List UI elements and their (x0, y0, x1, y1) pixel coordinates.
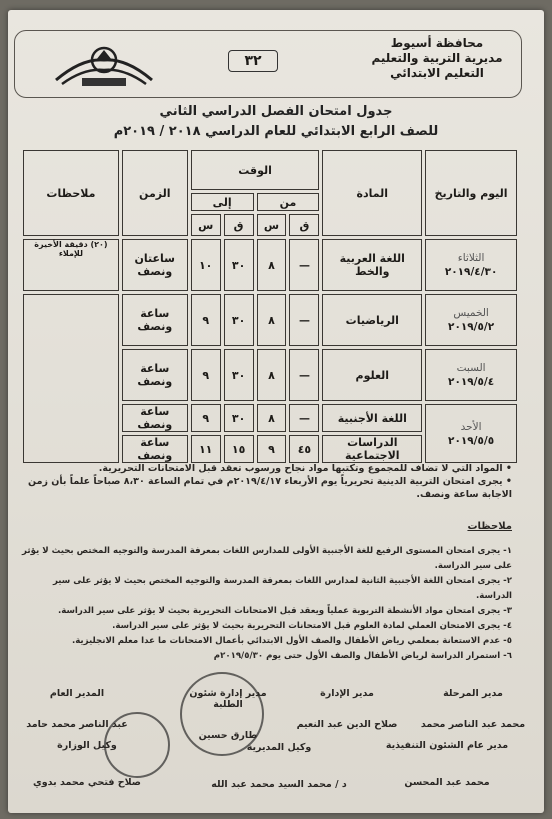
cell-from-hour: ٨ (257, 404, 287, 432)
cell-to-hour: ٩ (191, 349, 221, 401)
cell-subject: الدراسات الاجتماعية (322, 435, 422, 463)
header-from: من (257, 193, 320, 211)
remark-item: ٢- يجرى امتحان اللغة الأجنبية الثانية لمدارس اللغات بمعرفة المدرسة والتوجيه المختص بحيث لا يؤثر على سير الدراسة. (52, 576, 512, 601)
department: التعليم الابتدائي (390, 66, 484, 80)
cell-from-hour: ٩ (257, 435, 287, 463)
cell-subject: العلوم (322, 349, 422, 401)
cell-duration: ساعة ونصف (122, 404, 188, 432)
signature-deputy-director: وكيل المديرية د / محمد السيد محمد عبد الله (211, 742, 347, 790)
header-remarks: ملاحظات (23, 150, 119, 236)
cell-from-hour: ٨ (257, 239, 287, 291)
signature-general-director: المدير العام عبد الناصر محمد حامد (26, 688, 128, 730)
cell-from-minute: — (289, 294, 319, 346)
header-from-hour: س (257, 214, 287, 236)
signature-stage-director: مدير المرحلة محمد عبد الناصر محمد (420, 688, 526, 730)
cell-to-hour: ١٠ (191, 239, 221, 291)
cell-from-minute: ٤٥ (289, 435, 319, 463)
table-row (23, 239, 517, 291)
cell-day-date: الخميس ٢٠١٩/٥/٢ (425, 294, 517, 346)
remark-item: ٣- يجرى امتحان مواد الأنشطة التربوية عملياً ويعقد قبل الامتحانات التحريرية بحيث لا يؤثر على سير الدراسة. (57, 606, 512, 616)
schedule-title: جدول امتحان الفصل الدراسي الثاني (159, 104, 393, 119)
header-to-minute: ق (224, 214, 254, 236)
cell-day-date: الثلاثاء ٢٠١٩/٤/٣٠ (425, 239, 517, 291)
cell-to-minute: ٣٠ (224, 404, 254, 432)
cell-from-hour: ٨ (257, 349, 287, 401)
cell-subject: اللغة العربية والخط (322, 239, 422, 291)
cell-duration: ساعة ونصف (122, 349, 188, 401)
cell-from-minute: — (289, 349, 319, 401)
issuer-block (352, 36, 522, 81)
exam-schedule-table (20, 147, 520, 466)
header-duration: الزمن (122, 150, 188, 236)
remark-item: ٦- استمرار الدراسة لرياض الأطفال والصف الأول حتى يوم ٢٠١٩/٥/٣٠م (213, 651, 512, 661)
signature-administration-director: مدير الإدارة صلاح الدين عبد النعيم (296, 688, 398, 730)
cell-day-date: الأحد ٢٠١٩/٥/٥ (425, 404, 517, 463)
cell-to-hour: ١١ (191, 435, 221, 463)
cell-to-hour: ٩ (191, 294, 221, 346)
cell-subject: الرياضيات (322, 294, 422, 346)
cell-to-minute: ٣٠ (224, 294, 254, 346)
cell-to-minute: ١٥ (224, 435, 254, 463)
governorate: محافظة أسيوط (390, 36, 484, 50)
cell-duration: ساعة ونصف (122, 435, 188, 463)
header-from-minute: ق (289, 214, 319, 236)
remarks-heading: ملاحظات (467, 521, 512, 532)
signature-undersecretary: وكيل الوزارة صلاح فتحي محمد بدوي (33, 740, 141, 788)
note-item: • المواد التي لا تضاف للمجموع وتكتبها مواد نجاح ورسوب تعقد قبل الامتحانات التحريرية. (98, 463, 512, 474)
document-number: ٣٢ (228, 50, 278, 72)
table-row (23, 294, 517, 346)
signature-executive-affairs: مدير عام الشئون التنفيذية محمد عبد المحسن (385, 740, 509, 788)
directorate: مديرية التربية والتعليم (371, 51, 503, 65)
cell-from-minute: — (289, 404, 319, 432)
cell-from-hour: ٨ (257, 294, 287, 346)
remarks-list (22, 544, 512, 664)
cell-remarks (23, 294, 119, 463)
remark-item: ٥- عدم الاستعانة بمعلمي رياض الأطفال والصف الأول الابتدائي بأعمال الامتحانات ما عدا معلم الانجليزية. (71, 636, 512, 646)
header-time: الوقت (191, 150, 320, 190)
remark-item: ٤- يجرى الامتحان العملي لمادة العلوم قبل الامتحانات التحريرية بحيث لا يؤثر على سير الدراسة. (112, 621, 512, 631)
cell-duration: ساعتان ونصف (122, 239, 188, 291)
cell-subject: اللغة الأجنبية (322, 404, 422, 432)
cell-to-minute: ٣٠ (224, 239, 254, 291)
cell-day-date: السبت ٢٠١٩/٥/٤ (425, 349, 517, 401)
header-day-date: اليوم والتاريخ (425, 150, 517, 236)
header-to: إلى (191, 193, 254, 211)
header-to-hour: س (191, 214, 221, 236)
cell-to-hour: ٩ (191, 404, 221, 432)
cell-from-minute: — (289, 239, 319, 291)
ministry-logo-icon (52, 40, 156, 90)
signature-students-affairs: مدير إدارة شئون الطلبة طارق حسين (189, 688, 267, 741)
schedule-subtitle: للصف الرابع الابتدائي للعام الدراسي ٢٠١٨ / ٢٠١٩م (113, 124, 439, 139)
general-notes (22, 462, 512, 501)
cell-duration: ساعة ونصف (122, 294, 188, 346)
cell-to-minute: ٣٠ (224, 349, 254, 401)
note-item: • يجرى امتحان التربية الدينية تحريرياً يوم الأربعاء ٢٠١٩/٤/١٧م في تمام الساعة ٨،٣٠ صباحاً علماً بأن زمن الاجابة ساعة ونصف. (28, 476, 512, 500)
remark-item: ١- يجرى امتحان المستوى الرفيع للغة الأجنبية الأولى للمدارس اللغات بمعرفة المدرسة والتوجيه المختص بحيث لا يؤثر على سير الدراسة. (22, 546, 512, 571)
header-subject: المادة (322, 150, 422, 236)
cell-remarks: (٢٠) دقيقة الأخيرة للإملاء (23, 239, 119, 291)
